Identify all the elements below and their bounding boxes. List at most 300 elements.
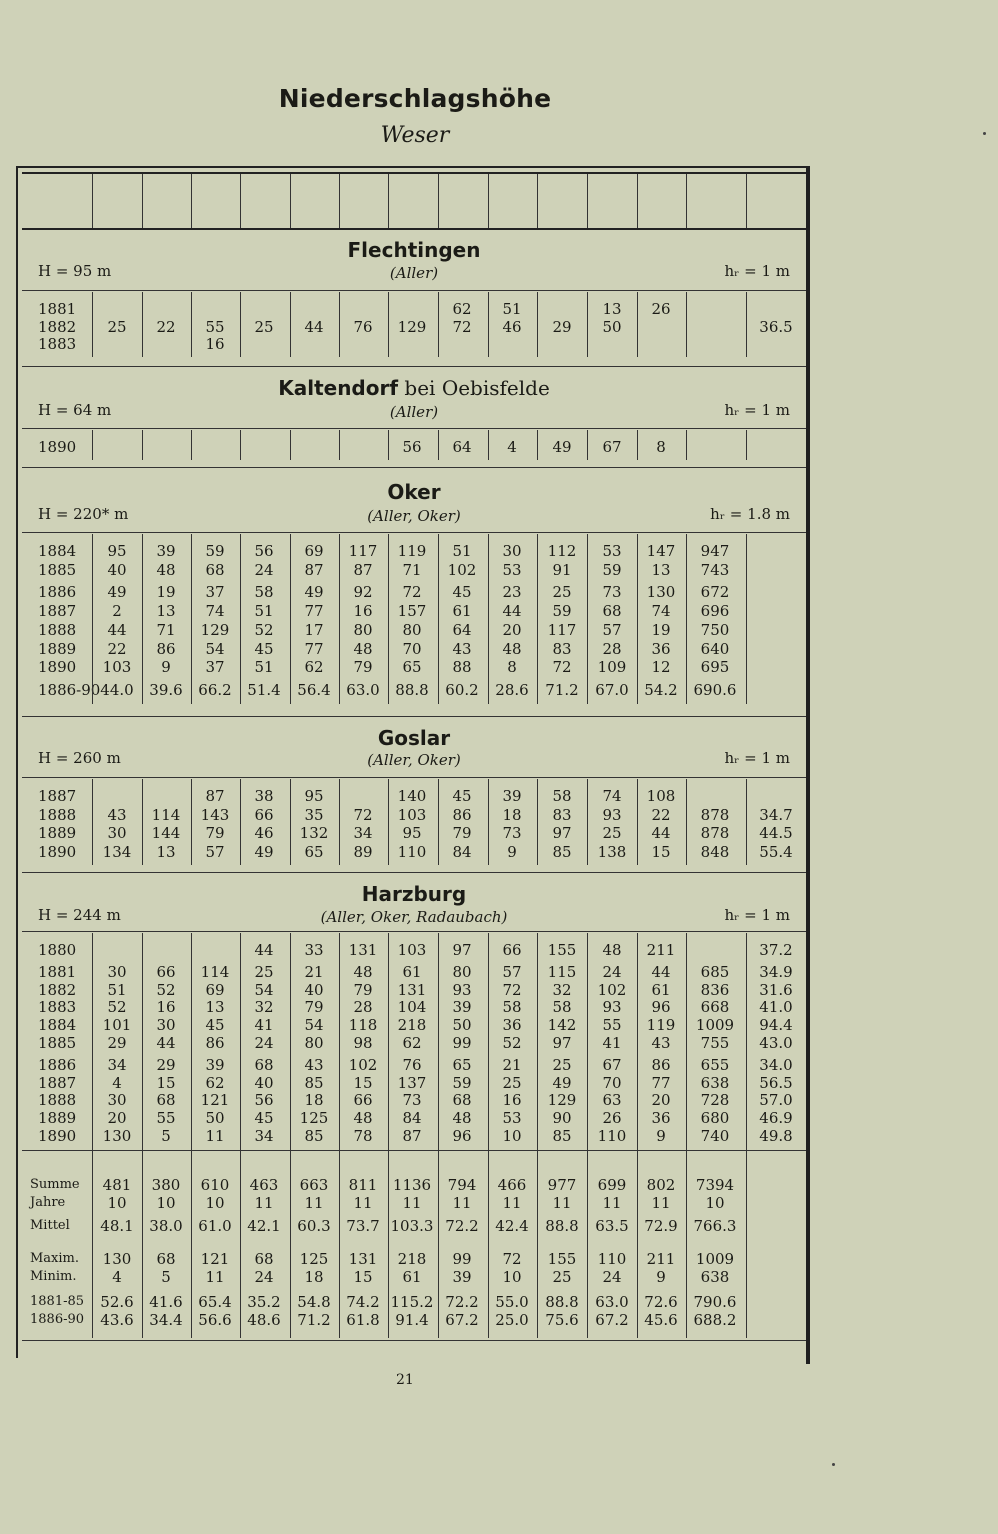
- data-cell: 61: [402, 962, 422, 981]
- data-cell: 33: [304, 941, 324, 959]
- data-cell: 140: [397, 787, 427, 805]
- data-cell: 80: [452, 962, 472, 981]
- data-cell: 13: [651, 560, 671, 579]
- data-cell: 86: [205, 1034, 225, 1052]
- summary-cell: 43.6: [100, 1311, 134, 1329]
- data-cell: 44.0: [100, 680, 134, 699]
- data-cell: 102: [597, 980, 627, 999]
- summary-cell: 61.0: [198, 1217, 232, 1235]
- column-rule: [537, 174, 538, 228]
- column-rule: [746, 430, 747, 460]
- data-cell: 48: [353, 639, 373, 658]
- year-label: 1882: [38, 980, 77, 999]
- summary-cell: 481: [102, 1176, 132, 1194]
- data-cell: 144: [151, 824, 181, 842]
- column-rule: [290, 174, 291, 228]
- data-cell: 84: [402, 1109, 422, 1128]
- year-label: 1882: [38, 317, 77, 336]
- column-rule: [587, 534, 588, 704]
- data-cell: 68: [452, 1091, 472, 1110]
- data-cell: 86: [452, 805, 472, 824]
- data-cell: 655: [700, 1055, 730, 1074]
- data-cell: 23: [502, 583, 522, 602]
- summary-cell: 88.8: [545, 1217, 579, 1235]
- summary-cell: 56.6: [198, 1311, 232, 1329]
- data-cell: 77: [304, 602, 324, 621]
- data-cell: 31.6: [759, 980, 793, 999]
- data-cell: 45: [452, 583, 472, 602]
- data-cell: 85: [304, 1127, 324, 1145]
- data-cell: 18: [304, 1091, 324, 1110]
- summary-label: 1881-85: [30, 1294, 85, 1309]
- column-rule: [438, 933, 439, 1338]
- data-cell: 50: [602, 317, 622, 336]
- data-cell: 79: [353, 980, 373, 999]
- data-cell: 59: [452, 1073, 472, 1092]
- station-name-text: Flechtingen: [347, 238, 481, 262]
- summary-cell: 688.2: [693, 1311, 737, 1329]
- data-cell: 72: [452, 317, 472, 336]
- column-rule: [92, 430, 93, 460]
- data-cell: 50: [452, 1016, 472, 1035]
- station-rivers: (Aller): [389, 403, 439, 421]
- data-cell: 68: [254, 1055, 274, 1074]
- data-cell: 134: [102, 842, 132, 861]
- row-rule: [22, 467, 806, 468]
- summary-cell: 9: [656, 1268, 666, 1286]
- data-cell: 87: [304, 560, 324, 579]
- summary-label: Mittel: [30, 1218, 70, 1233]
- data-cell: 44: [254, 941, 274, 959]
- row-rule: [22, 931, 806, 932]
- data-cell: 85: [552, 842, 572, 861]
- data-cell: 34.7: [759, 805, 793, 824]
- summary-cell: 463: [249, 1176, 279, 1194]
- station-rivers: (Aller, Oker, Radaubach): [320, 908, 508, 926]
- column-rule: [537, 933, 538, 1338]
- year-label: 1888: [38, 1091, 77, 1110]
- year-label: 1889: [38, 824, 77, 842]
- summary-cell: 42.4: [495, 1217, 529, 1235]
- station-gauge-height: hᵣ = 1.8 m: [710, 505, 790, 523]
- data-cell: 51: [452, 542, 472, 560]
- data-cell: 97: [452, 941, 472, 959]
- column-rule: [290, 534, 291, 704]
- data-cell: 55.4: [759, 842, 793, 861]
- year-label: 1881: [38, 300, 77, 318]
- data-cell: 52: [156, 980, 176, 999]
- summary-cell: 75.6: [545, 1311, 579, 1329]
- data-cell: 25: [254, 317, 274, 336]
- data-cell: 73: [402, 1091, 422, 1110]
- column-rule: [637, 430, 638, 460]
- data-cell: 16: [205, 335, 225, 353]
- summary-cell: 24: [602, 1268, 622, 1286]
- data-cell: 76: [353, 317, 373, 336]
- summary-label: Jahre: [30, 1195, 66, 1210]
- summary-cell: 380: [151, 1176, 181, 1194]
- data-cell: 74: [651, 602, 671, 621]
- data-cell: 98: [353, 1034, 373, 1052]
- data-cell: 69: [205, 980, 225, 999]
- data-cell: 43: [107, 805, 127, 824]
- data-cell: 155: [547, 941, 577, 959]
- station-height: H = 220* m: [38, 505, 129, 523]
- data-cell: 8: [507, 658, 517, 677]
- data-cell: 43: [651, 1034, 671, 1052]
- row-rule: [22, 872, 806, 873]
- data-cell: 95: [304, 787, 324, 805]
- data-cell: 67.0: [595, 680, 629, 699]
- column-rule: [637, 174, 638, 228]
- data-cell: 108: [646, 787, 676, 805]
- summary-cell: 4: [112, 1268, 122, 1286]
- summary-cell: 131: [348, 1250, 378, 1268]
- summary-cell: 610: [200, 1176, 230, 1194]
- data-cell: 45: [254, 639, 274, 658]
- data-cell: 66: [156, 962, 176, 981]
- data-cell: 947: [700, 542, 730, 560]
- summary-cell: 11: [254, 1194, 274, 1212]
- data-cell: 30: [107, 962, 127, 981]
- data-cell: 80: [353, 620, 373, 639]
- column-rule: [686, 292, 687, 357]
- summary-label: Minim.: [30, 1269, 77, 1284]
- year-label: 1890: [38, 1127, 77, 1145]
- data-cell: 13: [156, 842, 176, 861]
- data-cell: 79: [452, 824, 472, 842]
- column-rule: [686, 933, 687, 1338]
- data-cell: 52: [254, 620, 274, 639]
- data-cell: 57: [502, 962, 522, 981]
- summary-cell: 54.8: [297, 1293, 331, 1311]
- summary-cell: 41.6: [149, 1293, 183, 1311]
- station-name-text: Kaltendorf: [278, 376, 399, 400]
- data-cell: 129: [200, 620, 230, 639]
- data-cell: 62: [402, 1034, 422, 1052]
- data-cell: 68: [602, 602, 622, 621]
- data-cell: 44: [502, 602, 522, 621]
- column-rule: [537, 292, 538, 357]
- data-cell: 30: [107, 824, 127, 842]
- data-cell: 51: [502, 300, 522, 318]
- data-cell: 94.4: [759, 1016, 793, 1035]
- data-cell: 46: [254, 824, 274, 842]
- data-cell: 79: [304, 998, 324, 1017]
- data-cell: 48: [353, 962, 373, 981]
- summary-cell: 1136: [392, 1176, 432, 1194]
- summary-cell: 71.2: [297, 1311, 331, 1329]
- column-rule: [488, 779, 489, 865]
- speck: [983, 132, 986, 135]
- data-cell: 71: [156, 620, 176, 639]
- data-cell: 114: [151, 805, 181, 824]
- column-rule: [438, 779, 439, 865]
- row-rule: [22, 1150, 806, 1151]
- data-cell: 96: [651, 998, 671, 1017]
- summary-cell: 125: [299, 1250, 329, 1268]
- data-cell: 39: [452, 998, 472, 1017]
- summary-cell: 802: [646, 1176, 676, 1194]
- data-cell: 13: [205, 998, 225, 1017]
- column-rule: [438, 174, 439, 228]
- column-rule: [438, 534, 439, 704]
- data-cell: 59: [552, 602, 572, 621]
- year-label: 1883: [38, 998, 77, 1017]
- data-cell: 40: [304, 980, 324, 999]
- column-rule: [240, 534, 241, 704]
- summary-cell: 1009: [695, 1250, 735, 1268]
- summary-cell: 11: [452, 1194, 472, 1212]
- summary-cell: 61: [402, 1268, 422, 1286]
- station-name: [22, 726, 806, 750]
- column-rule: [191, 933, 192, 1338]
- data-cell: 56.5: [759, 1073, 793, 1092]
- data-cell: 49: [107, 583, 127, 602]
- data-cell: 57: [602, 620, 622, 639]
- data-cell: 5: [161, 1127, 171, 1145]
- data-cell: 74: [205, 602, 225, 621]
- data-cell: 45: [205, 1016, 225, 1035]
- data-cell: 44: [107, 620, 127, 639]
- column-rule: [92, 933, 93, 1338]
- data-cell: 87: [205, 787, 225, 805]
- data-cell: 728: [700, 1091, 730, 1110]
- station-height: H = 260 m: [38, 749, 121, 767]
- data-cell: 20: [107, 1109, 127, 1128]
- data-cell: 43.0: [759, 1034, 793, 1052]
- data-cell: 93: [452, 980, 472, 999]
- data-cell: 24: [254, 560, 274, 579]
- summary-cell: 72.9: [644, 1217, 678, 1235]
- year-label: 1884: [38, 542, 77, 560]
- data-cell: 137: [397, 1073, 427, 1092]
- station-height: H = 64 m: [38, 401, 112, 419]
- data-cell: 51: [254, 658, 274, 677]
- summary-cell: 790.6: [693, 1293, 737, 1311]
- data-cell: 211: [646, 941, 676, 959]
- data-cell: 25: [602, 824, 622, 842]
- year-label: 1886: [38, 583, 77, 602]
- year-label: 1888: [38, 620, 77, 639]
- data-cell: 69: [304, 542, 324, 560]
- data-cell: 25: [254, 962, 274, 981]
- data-cell: 97: [552, 1034, 572, 1052]
- data-cell: 97: [552, 824, 572, 842]
- data-cell: 39: [156, 542, 176, 560]
- data-cell: 93: [602, 805, 622, 824]
- column-rule: [488, 430, 489, 460]
- data-cell: 48: [156, 560, 176, 579]
- column-rule: [587, 174, 588, 228]
- column-rule: [686, 779, 687, 865]
- summary-cell: 63.0: [595, 1293, 629, 1311]
- year-label: 1890: [38, 842, 77, 861]
- column-rule: [191, 174, 192, 228]
- year-label: 1884: [38, 1016, 77, 1035]
- data-cell: 836: [700, 980, 730, 999]
- summary-cell: 74.2: [346, 1293, 380, 1311]
- summary-cell: 11: [602, 1194, 622, 1212]
- data-cell: 65: [304, 842, 324, 861]
- column-rule: [746, 779, 747, 865]
- column-rule: [587, 292, 588, 357]
- summary-label: 1886-90: [30, 1312, 85, 1327]
- data-cell: 22: [107, 639, 127, 658]
- row-rule: [22, 777, 806, 778]
- station-name-text: Harzburg: [361, 882, 467, 906]
- summary-cell: 110: [597, 1250, 627, 1268]
- data-cell: 65: [452, 1055, 472, 1074]
- summary-cell: 10: [107, 1194, 127, 1212]
- year-label: 1886-90: [38, 680, 101, 699]
- column-rule: [746, 174, 747, 228]
- summary-cell: 11: [205, 1268, 225, 1286]
- data-cell: 73: [502, 824, 522, 842]
- page-number: 21: [396, 1372, 414, 1388]
- data-cell: 85: [552, 1127, 572, 1145]
- data-cell: 62: [304, 658, 324, 677]
- column-rule: [438, 292, 439, 357]
- data-cell: 142: [547, 1016, 577, 1035]
- data-cell: 70: [602, 1073, 622, 1092]
- summary-cell: 11: [552, 1194, 572, 1212]
- data-cell: 93: [602, 998, 622, 1017]
- summary-cell: 99: [452, 1250, 472, 1268]
- data-cell: 25: [552, 1055, 572, 1074]
- data-cell: 24: [602, 962, 622, 981]
- data-cell: 138: [597, 842, 627, 861]
- data-cell: 70: [402, 639, 422, 658]
- summary-cell: 663: [299, 1176, 329, 1194]
- data-cell: 218: [397, 1016, 427, 1035]
- data-cell: 117: [547, 620, 577, 639]
- data-cell: 48: [602, 941, 622, 959]
- row-rule: [22, 716, 806, 717]
- data-cell: 52: [107, 998, 127, 1017]
- data-cell: 55: [602, 1016, 622, 1035]
- data-cell: 110: [397, 842, 427, 861]
- data-cell: 53: [602, 542, 622, 560]
- data-cell: 132: [299, 824, 329, 842]
- data-cell: 103: [397, 805, 427, 824]
- data-cell: 95: [107, 542, 127, 560]
- data-cell: 74: [602, 787, 622, 805]
- summary-cell: 15: [353, 1268, 373, 1286]
- summary-cell: 11: [402, 1194, 422, 1212]
- column-rule: [388, 430, 389, 460]
- data-cell: 72: [502, 980, 522, 999]
- column-rule: [240, 933, 241, 1338]
- summary-cell: 466: [497, 1176, 527, 1194]
- data-cell: 29: [107, 1034, 127, 1052]
- column-rule: [438, 430, 439, 460]
- summary-cell: 73.7: [346, 1217, 380, 1235]
- data-cell: 103: [102, 658, 132, 677]
- summary-cell: 68: [156, 1250, 176, 1268]
- column-rule: [388, 933, 389, 1338]
- column-rule: [339, 779, 340, 865]
- data-cell: 30: [502, 542, 522, 560]
- summary-cell: 10: [205, 1194, 225, 1212]
- data-cell: 72: [552, 658, 572, 677]
- summary-cell: 10: [502, 1268, 522, 1286]
- data-cell: 56.4: [297, 680, 331, 699]
- data-cell: 29: [156, 1055, 176, 1074]
- column-rule: [191, 779, 192, 865]
- data-cell: 54: [254, 980, 274, 999]
- data-cell: 80: [402, 620, 422, 639]
- column-rule: [339, 174, 340, 228]
- summary-cell: 25: [552, 1268, 572, 1286]
- data-cell: 46.9: [759, 1109, 793, 1128]
- data-cell: 48: [502, 639, 522, 658]
- column-rule: [191, 292, 192, 357]
- data-cell: 57: [205, 842, 225, 861]
- data-cell: 121: [200, 1091, 230, 1110]
- column-rule: [388, 174, 389, 228]
- station-gauge-height: hᵣ = 1 m: [724, 401, 790, 419]
- station-rivers: (Aller, Oker): [367, 507, 461, 525]
- data-cell: 86: [651, 1055, 671, 1074]
- data-cell: 90: [552, 1109, 572, 1128]
- column-rule: [637, 292, 638, 357]
- data-cell: 34: [254, 1127, 274, 1145]
- column-rule: [537, 534, 538, 704]
- data-cell: 79: [205, 824, 225, 842]
- data-cell: 55: [205, 317, 225, 336]
- data-cell: 119: [397, 542, 427, 560]
- year-label: 1883: [38, 335, 77, 353]
- data-cell: 118: [348, 1016, 378, 1035]
- year-label: 1890: [38, 658, 77, 677]
- data-cell: 20: [651, 1091, 671, 1110]
- column-rule: [637, 779, 638, 865]
- row-rule: [22, 428, 806, 429]
- data-cell: 101: [102, 1016, 132, 1035]
- data-cell: 28.6: [495, 680, 529, 699]
- summary-cell: 218: [397, 1250, 427, 1268]
- column-rule: [142, 534, 143, 704]
- data-cell: 685: [700, 962, 730, 981]
- data-cell: 640: [700, 639, 730, 658]
- station-height: H = 95 m: [38, 262, 112, 280]
- data-cell: 102: [348, 1055, 378, 1074]
- data-cell: 72: [353, 805, 373, 824]
- data-cell: 28: [602, 639, 622, 658]
- data-cell: 53: [502, 1109, 522, 1128]
- data-cell: 52: [502, 1034, 522, 1052]
- column-rule: [142, 174, 143, 228]
- summary-label: Maxim.: [30, 1251, 80, 1266]
- data-cell: 36: [502, 1016, 522, 1035]
- data-cell: 96: [452, 1127, 472, 1145]
- data-cell: 878: [700, 824, 730, 842]
- data-cell: 59: [205, 542, 225, 560]
- summary-cell: 52.6: [100, 1293, 134, 1311]
- column-rule: [240, 430, 241, 460]
- data-cell: 750: [700, 620, 730, 639]
- data-cell: 690.6: [693, 680, 737, 699]
- data-cell: 104: [397, 998, 427, 1017]
- data-cell: 87: [402, 1127, 422, 1145]
- data-cell: 41: [254, 1016, 274, 1035]
- year-label: 1887: [38, 602, 77, 621]
- data-cell: 25: [502, 1073, 522, 1092]
- data-cell: 28: [353, 998, 373, 1017]
- summary-cell: 794: [447, 1176, 477, 1194]
- summary-cell: 88.8: [545, 1293, 579, 1311]
